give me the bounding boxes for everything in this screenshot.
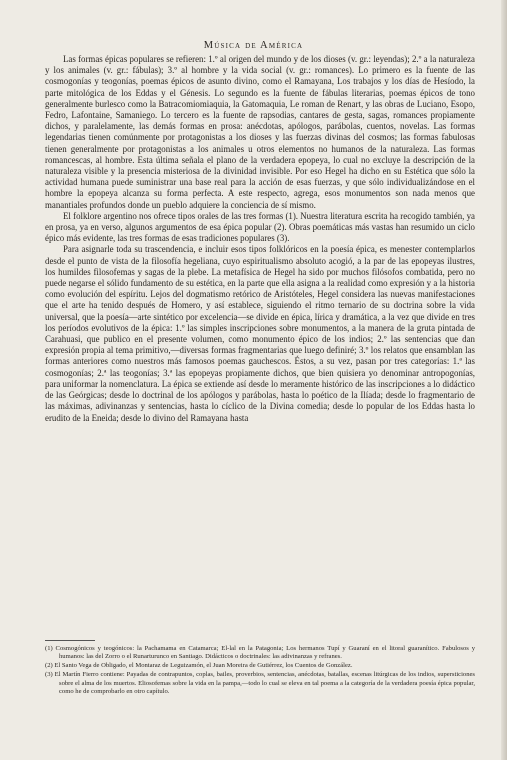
paragraph-folklore-argentino: El folklore argentino nos ofrece tipos orales de las tres formas (1). Nuestra literatura escrita ha recogido también, ya en prosa, ya en verso, algunos argumentos de esa épica popular (2). Obras poemáticas más vastas han resumido un ciclo épico más evidente, las tres formas de esas tradiciones populares (3). [45,210,475,244]
footnote-3: (3) El Martín Fierro contiene: Payadas de contrapuntos, coplas, bailes, proverbios, sentencias, anécdotas, batallas, escenas litúrgicas de los indios, supersticiones sobre el alma de los muertos. Eliosofemas sobre la vida en la pampa,—todo lo cual se eleva en tal poema a la categoría de la verdadera poesía épica popular, como he de comprobarlo en otro capítulo. [45,671,475,696]
footnotes [45,645,475,697]
footnote-divider [45,640,95,641]
main-text [45,54,475,424]
paragraph-filosofia-hegeliana: Para asignarle toda su trascendencia, e incluir esos tipos folklóricos en la poesía épica, es menester contemplarlos desde el punto de vista de la filosofía hegeliana, cuyo espiritualismo absoluto acogió, a la par de las epopeyas ilustres, los humildes filosofemas y sagas de la plebe. La metafísica de Hegel ha sido por muchos filósofos combatida, pero no puede negarse el sólido fundamento de su estética, en la parte que ella asigna a la realidad como expresión y a la historia como evolución del espíritu. Lejos del dogmatismo retórico de Aristóteles, Hegel considera las nuevas manifestaciones que el arte ha tenido después de Homero, y así establece, siguiendo el ritmo ternario de su doctrina sobre la vida universal, que la poesía—arte sintético por excelencia—se divide en épica, lírica y dramática, a la vez que divide en tres los períodos evolutivos de la épica: 1.º las simples inscripciones sobre monumentos, a la manera de la gruta pintada de Carahuasi, que publico en el presente volumen, como monumento épico de los indios; 2.º las sentencias que dan expresión propia al tema primitivo,—diversas formas fragmentarias que luego definiré; 3.º los relatos que ensamblan las formas anteriores como nuestros más famosos poemas gauchescos. Éstos, a su vez, pasan por tres categorías: 1.ª las cosmogonías; 2.ª las teogonías; 3.ª las epopeyas propiamente dichos, que bien quisiera yo denominar antropogonías, para uniformar la nomenclatura. La épica se extiende así desde lo meramente histórico de las inscripciones a lo didáctico de las Geórgicas; desde lo doctrinal de los apólogos y parábolas, hasta lo poético de la Ilíada; desde lo fragmentario de las máximas, adivinanzas y sentencias, hasta lo cíclico de la Divina comedia; desde lo popular de los Eddas hasta lo erudito de la Eneida; desde lo divino del Ramayana hasta [45,244,475,423]
footnote-2: (2) El Santo Vega de Obligado, el Montaraz de Leguizamón, el Juan Moreira de Gutiérrez, los Cuentos de González. [45,662,353,670]
footnote-1: (1) Cosmogónicos y teogónicos: la Pachamama en Catamarca; El-lal en la Patagonia; Los hermanos Tupí y Guaraní en el litoral guaranítico. Fabulosos y humanos: las del Zorro o el Runarturunco en Santiago. Didácticos o doctrinales: las adivinanzas y refranes. [45,645,475,661]
running-header: Música de América [203,40,304,51]
page-edge-shadow [501,0,507,760]
paragraph-formas-epicas: Las formas épicas populares se refieren: 1.º al origen del mundo y de los dioses (v. gr.: leyendas); 2.º a la naturaleza y los animales (v. gr.: fábulas); 3.º al hombre y la vida social (v. gr.: romances). Lo primero es la fuente de las cosmogonías y teogonías, poemas épicos de asunto divino, como el Ramayana, Los trabajos y los días de Hesíodo, la parte mitológica de los Eddas y el Génesis. Lo segundo es la fuente de fábulas literarias, poemas épicos de tono generalmente burlesco como la Batracomiomiaquia, la Gatomaquia, Le roman de Renart, y las obras de Luciano, Esopo, Fedro, Lafontaine, Samaniego. Lo tercero es la fuente de rapsodias, cantares de gesta, sagas, romances propiamente dichos, y paralelamente, las demás formas en prosa: anécdotas, apólogos, parábolas, cuentos, novelas. Las formas legendarias tienen comúnmente por protagonistas a los dioses y las fuerzas divinas del cosmos; las formas fabulosas tienen generalmente por protagonistas a los animales u otros elementos no humanos de la naturaleza. Las formas romancescas, al hombre. Esta última señala el plano de la verdadera epopeya, lo cual no excluye la descripción de la naturaleza visible y la presencia misteriosa de la divinidad invisible. Por eso Hegel ha dicho en su Estética que sólo la actividad humana puede suministrar una base real para la acción de esas fuerzas, y que sólo individualizándose en el hombre la epopeya alcanza su forma perfecta. A este respecto, agrega, esos monumentos son nada menos que manantiales profundos donde un pueblo adquiere la conciencia de sí mismo. [45,54,475,210]
